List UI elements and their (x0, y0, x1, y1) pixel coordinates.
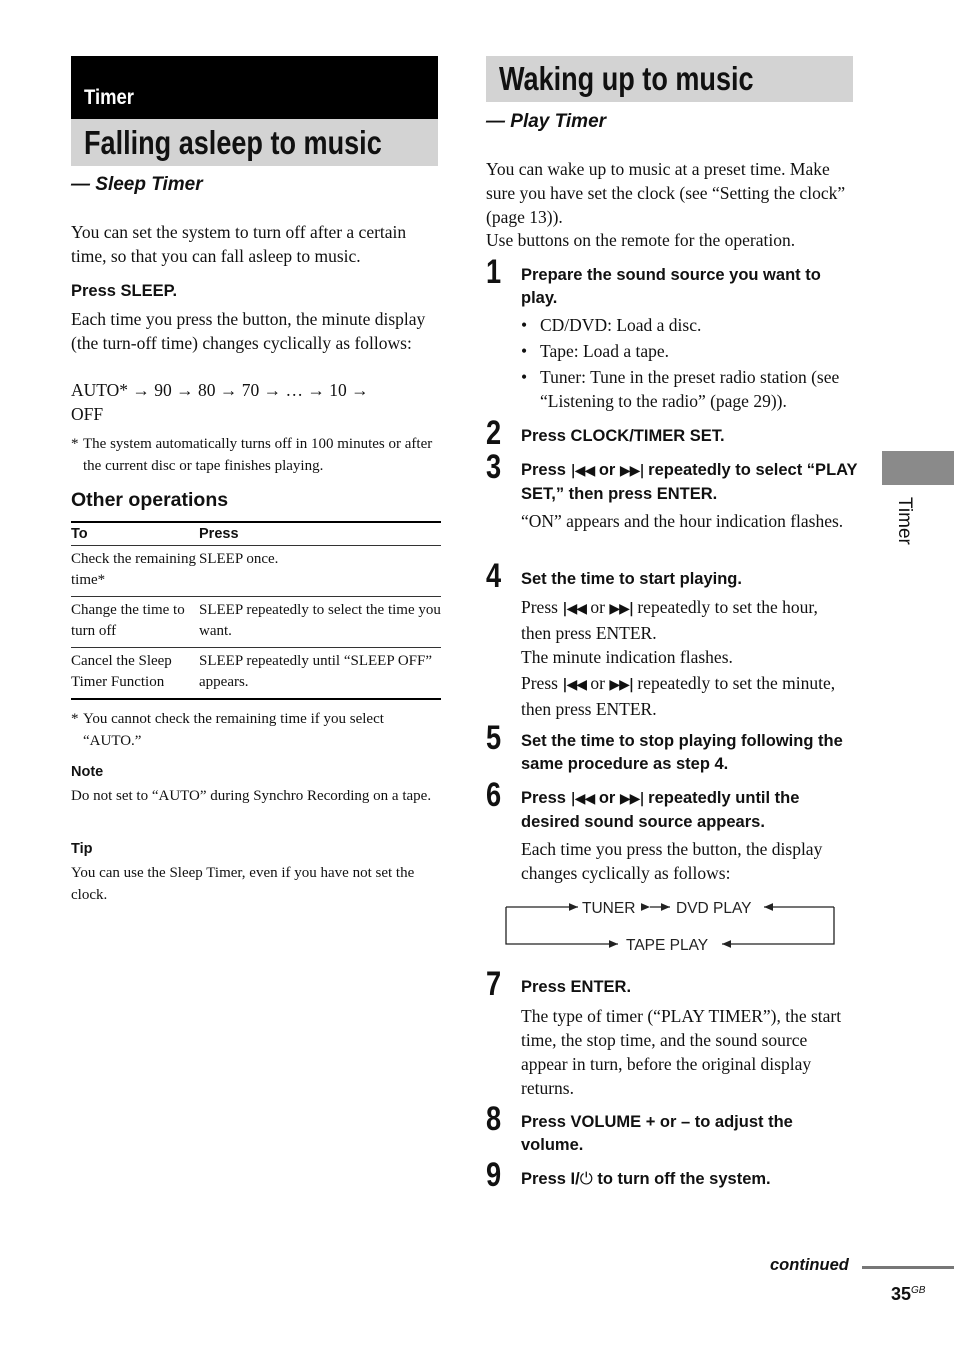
page-suffix: GB (911, 1285, 926, 1296)
next-track-icon: ▶▶| (609, 601, 633, 617)
step-body (521, 671, 851, 721)
sleep-sequence: AUTO* → 90 → 80 → 70 → … → 10 → (71, 380, 369, 400)
step-heading: Press ENTER. (521, 978, 632, 996)
step-number: 8 (486, 1100, 502, 1138)
play-timer-intro-remote: Use buttons on the remote for the operation. (486, 230, 796, 250)
step-body-text: repeatedly to set the minute, then press ENTER. (521, 673, 836, 719)
step-body: Each time you press the button, the display changes cyclically as follows: (521, 839, 823, 883)
column-header-to: To (71, 526, 88, 542)
footnote-mark: * (71, 711, 79, 727)
cycle-tuner: TUNER (582, 900, 636, 917)
list-item: • Tape: Load a tape. (521, 339, 856, 363)
step-heading (521, 1167, 771, 1191)
section-label: Timer (84, 86, 134, 109)
step-heading-text: Press (521, 461, 566, 479)
next-track-icon: ▶▶| (609, 677, 633, 693)
step-heading-text: repeatedly until the desired sound source appears. (521, 789, 800, 831)
table-cell-press: SLEEP repeatedly to select the time you want. (199, 602, 441, 639)
step-body (521, 595, 851, 645)
falling-asleep-title: Falling asleep to music (84, 124, 382, 161)
sleep-intro: You can set the system to turn off after a certain time, so that you can fall asleep to music. (71, 222, 407, 266)
table-cell-to: Cancel the Sleep Timer Function (71, 653, 172, 690)
next-track-icon: ▶▶| (619, 791, 644, 807)
step-heading-text: to turn off the system. (592, 1170, 771, 1188)
cycle-dvd-play: DVD PLAY (676, 900, 752, 917)
tip-text: You can use the Sleep Timer, even if you have not set the clock. (71, 865, 415, 903)
footnote-mark: * (71, 436, 79, 452)
side-tab-label: Timer (894, 497, 915, 545)
side-tab-marker (882, 451, 954, 485)
operations-table (71, 521, 441, 700)
note-text: Do not set to “AUTO” during Synchro Recording on a tape. (71, 788, 432, 804)
page-number-value: 35 (891, 1284, 912, 1304)
step-body-text: Press (521, 673, 558, 693)
table-cell-to: Check the remaining time* (71, 551, 196, 588)
step-number: 1 (486, 253, 502, 291)
step-heading: Prepare the sound source you want to play. (521, 266, 821, 307)
list-item: • Tuner: Tune in the preset radio station (see “Listening to the radio” (page 29)). (521, 365, 856, 413)
footnote-auto-turnoff: The system automatically turns off in 100 minutes or after the current disc or tape finishes playing. (83, 436, 433, 474)
step-heading: Set the time to stop playing following the same procedure as step 4. (521, 732, 843, 773)
source-cycle-diagram (500, 895, 840, 957)
continued-label: continued (770, 1256, 849, 1274)
sleep-timer-subtitle: — Sleep Timer (71, 174, 203, 195)
sleep-sequence-off: OFF (71, 404, 104, 424)
prev-track-icon: |◀◀ (562, 677, 586, 693)
press-sleep-instruction: Press SLEEP. (71, 282, 178, 300)
step-number: 6 (486, 776, 502, 814)
step-number: 3 (486, 448, 502, 486)
table-row (71, 597, 441, 648)
list-item: • CD/DVD: Load a disc. (521, 313, 856, 337)
step-body-text: or (590, 597, 605, 617)
each-time-text: Each time you press the button, the minute display (the turn-off time) changes cyclically as follows: (71, 309, 426, 353)
table-row (71, 648, 441, 700)
step-body: “ON” appears and the hour indication flashes. (521, 511, 844, 531)
step-heading-text: Press I/ (521, 1170, 580, 1188)
step-heading: Press CLOCK/TIMER SET. (521, 427, 725, 445)
step1-bullet-list (521, 313, 856, 415)
prev-track-icon: |◀◀ (562, 601, 586, 617)
play-timer-intro: You can wake up to music at a preset time. Make sure you have set the clock (see “Setting the clock” (page 13)). (486, 159, 846, 227)
table-cell-press: SLEEP once. (199, 551, 279, 567)
waking-up-title: Waking up to music (499, 60, 754, 97)
power-icon: ⏻ (579, 1169, 593, 1188)
step-body: The minute indication flashes. (521, 647, 733, 667)
footnote-remaining-time: You cannot check the remaining time if you select “AUTO.” (83, 711, 384, 749)
cycle-tape-play: TAPE PLAY (626, 937, 709, 954)
continued-line (862, 1266, 954, 1269)
step-heading-text: Press (521, 789, 566, 807)
step-number: 4 (486, 557, 502, 595)
step-body: The type of timer (“PLAY TIMER”), the start time, the stop time, and the sound source appear in turn, before the original display returns. (521, 1006, 842, 1098)
step-number: 7 (486, 965, 502, 1003)
step-heading: Set the time to start playing. (521, 570, 742, 588)
table-cell-to: Change the time to turn off (71, 602, 185, 639)
play-timer-subtitle: — Play Timer (486, 111, 607, 132)
step-number: 2 (486, 414, 502, 452)
page-number (891, 1284, 925, 1305)
section-header-bar (71, 56, 438, 119)
step-heading-text: or (598, 461, 616, 479)
tip-label: Tip (71, 841, 93, 857)
step-heading-text: repeatedly to select “PLAY SET,” then press ENTER. (521, 461, 858, 503)
other-operations-heading: Other operations (71, 489, 229, 511)
step-body-text: or (590, 673, 605, 693)
next-track-icon: ▶▶| (619, 463, 644, 479)
falling-asleep-title-box (71, 119, 438, 166)
step-body-text: repeatedly to set the hour, then press ENTER. (521, 597, 818, 643)
step-heading (521, 787, 861, 834)
column-header-press: Press (199, 526, 239, 542)
note-label: Note (71, 764, 104, 780)
step-heading: Press VOLUME + or – to adjust the volume. (521, 1113, 793, 1154)
step-number: 9 (486, 1156, 502, 1194)
waking-up-title-box (486, 56, 853, 102)
prev-track-icon: |◀◀ (570, 791, 595, 807)
step-body-text: Press (521, 597, 558, 617)
table-row (71, 546, 441, 597)
step-number: 5 (486, 719, 502, 757)
prev-track-icon: |◀◀ (570, 463, 595, 479)
table-cell-press: SLEEP repeatedly until “SLEEP OFF” appears. (199, 653, 433, 690)
step-heading (521, 459, 861, 506)
table-header-row (71, 522, 441, 546)
step-heading-text: or (598, 789, 616, 807)
